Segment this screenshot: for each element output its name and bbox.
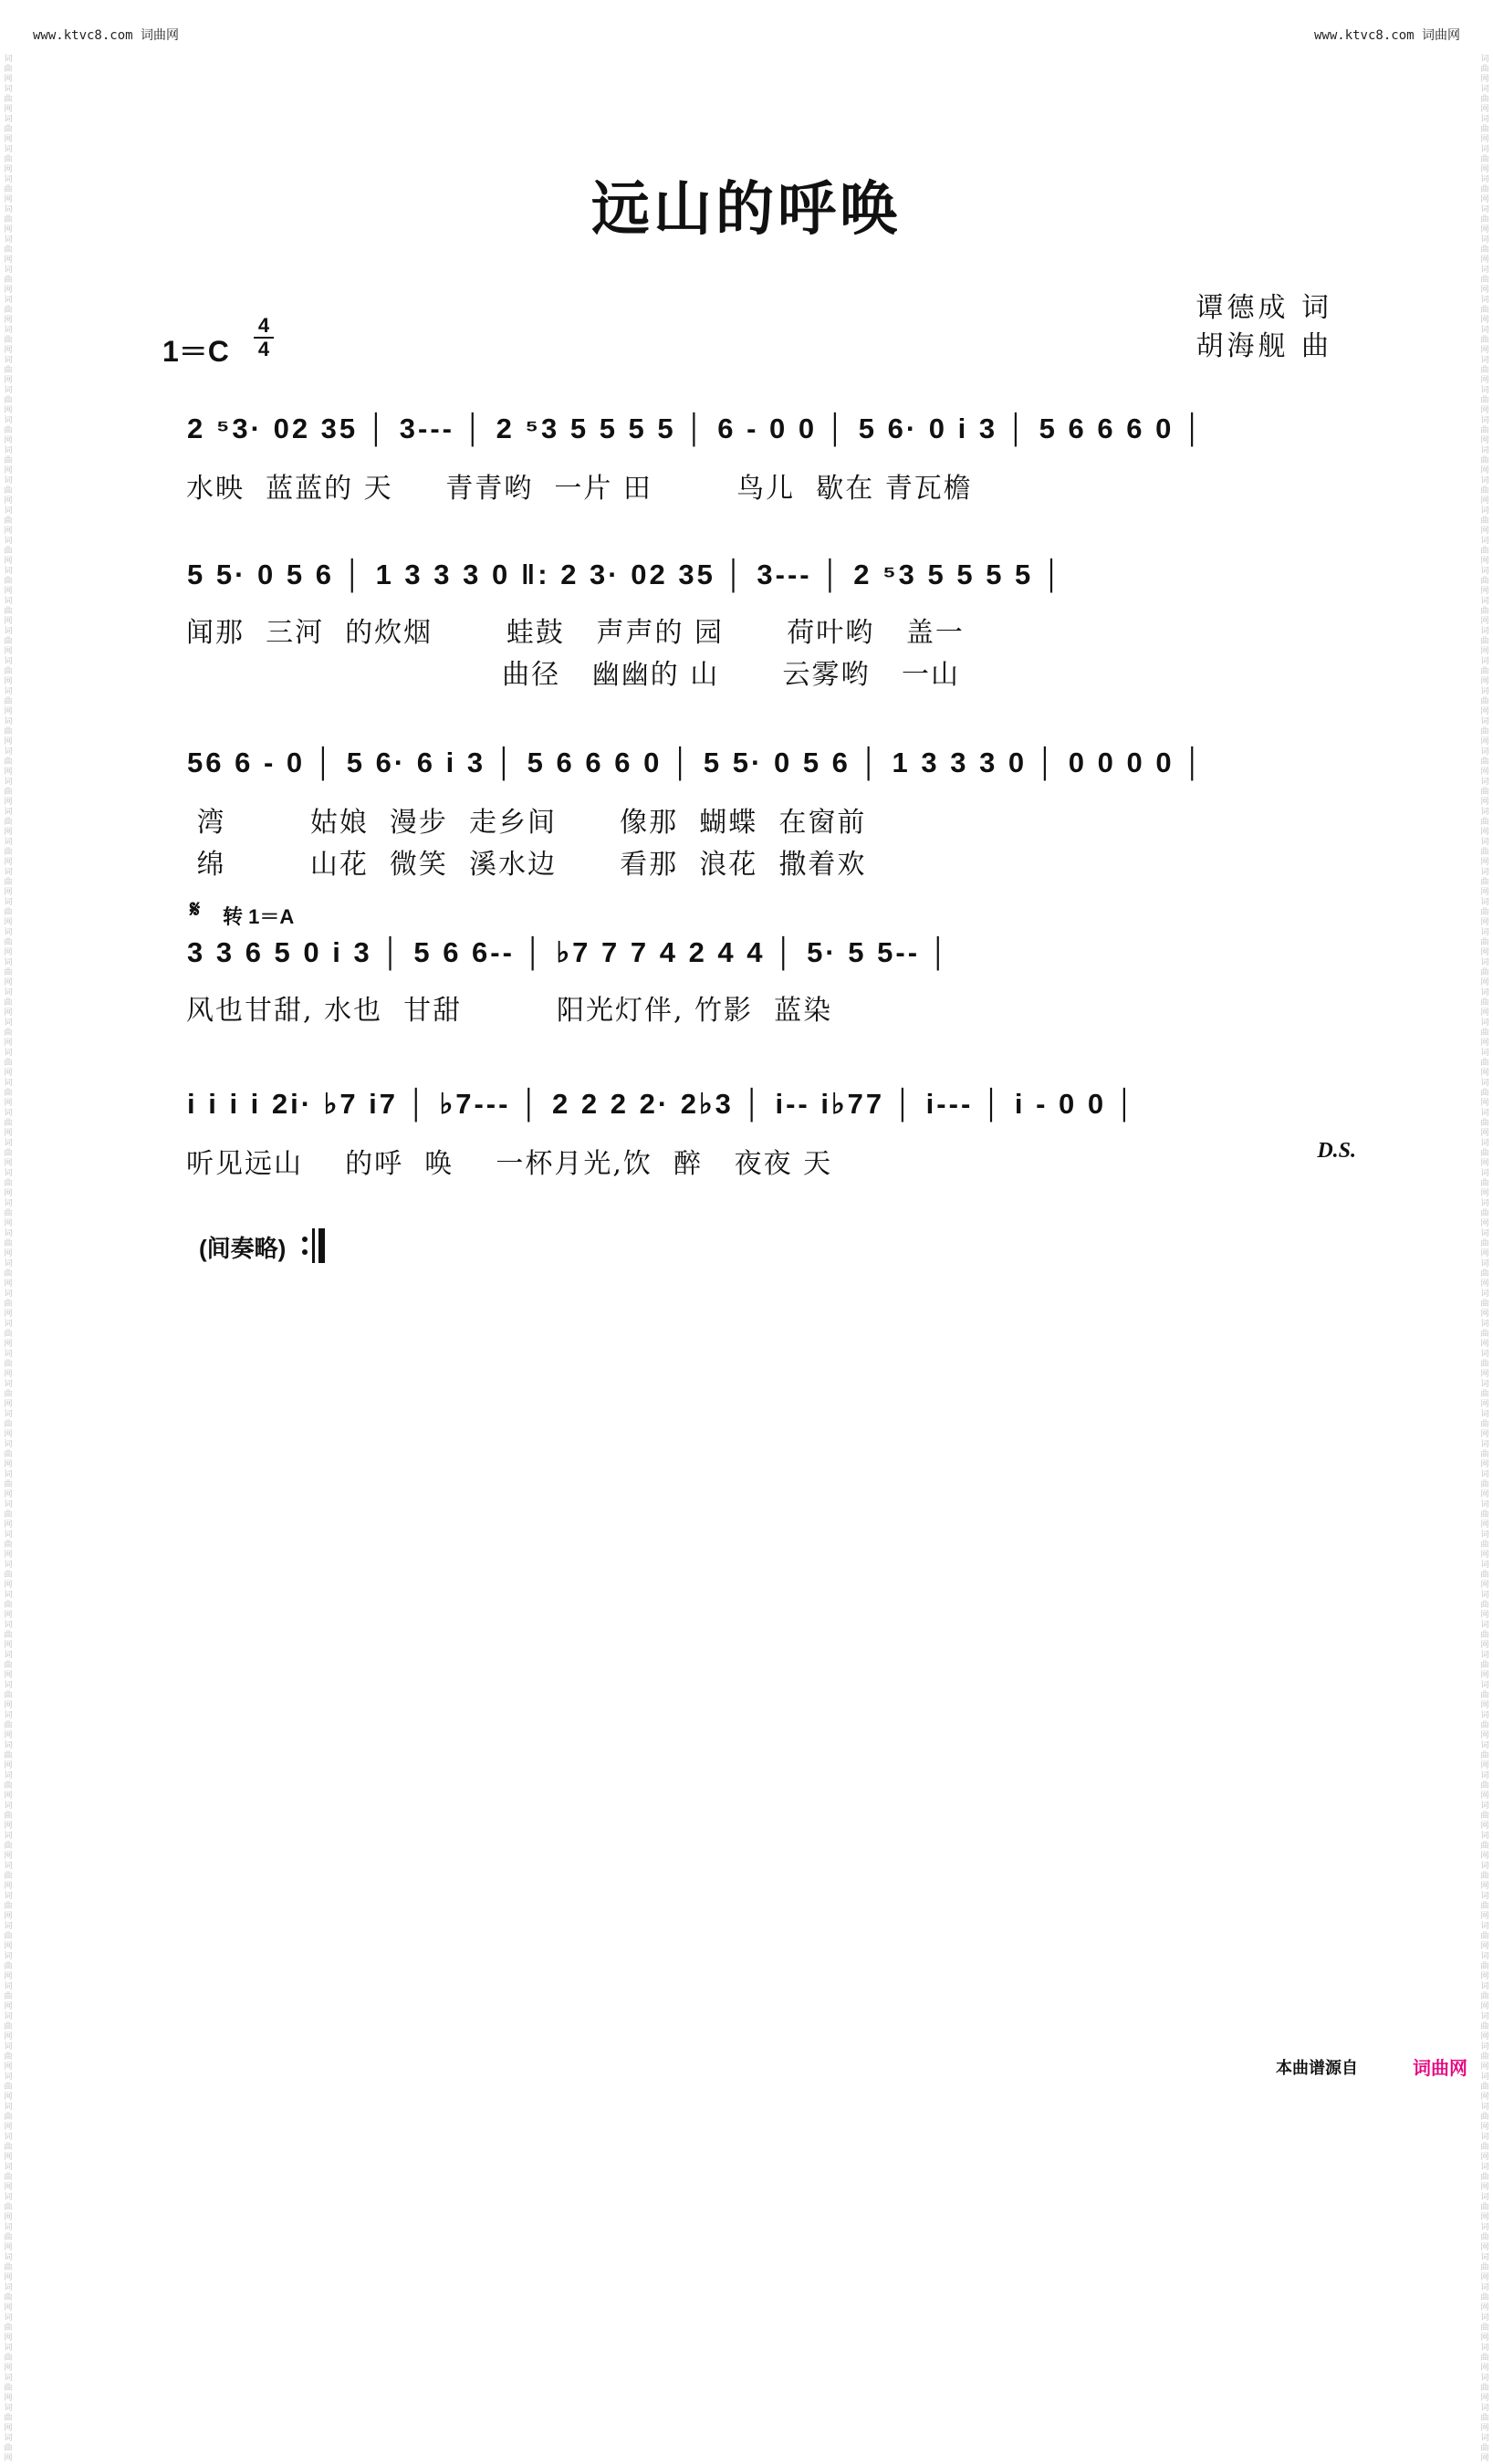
staff-line-5-lyrics: 听见远山 的呼 唤 一杯月光,饮 醉 夜夜 天 (186, 1148, 833, 1180)
footer-site-logo: 词曲网 (1413, 2059, 1467, 2079)
staff-line-5-notes: i i i i 2i· ♭7 i7 │ ♭7‑‑‑ │ 2 2 2 2· 2♭3 │ i‑‑ i♭77 │ i‑‑‑ │ i ‑ 0 0 │ (187, 1088, 1138, 1120)
staff-line-3-lyrics-verse-2: 绵 山花 微笑 溪水边 看那 浪花 撒着欢 (186, 849, 867, 881)
composer-credit: 胡海舰 曲 (1195, 330, 1332, 362)
staff-line-2-lyrics-verse-2: 曲径 幽幽的 山 云雾哟 一山 (186, 659, 961, 691)
segno-mark: 𝄋 (190, 896, 201, 924)
lyricist-credit: 谭德成 词 (1195, 292, 1332, 324)
time-signature-bottom: 4 (257, 338, 270, 360)
staff-line-3-notes: 56 6 ‑ 0 │ 5 6· 6 i 3 │ 5 6 6 6 0 │ 5 5· 0 5 6 │ 1 3 3 3 0 │ 0 0 0 0 │ (187, 747, 1206, 778)
staff-line-3-lyrics-verse-1: 湾 姑娘 漫步 走乡间 像那 蝴蝶 在窗前 (186, 807, 867, 839)
song-title: 远山的呼唤 (591, 175, 902, 244)
time-signature (252, 316, 276, 360)
repeat-end-barline (298, 1227, 334, 1265)
staff-line-4-notes: 3 3 6 5 0 i 3 │ 5 6 6‑‑ │ ♭7 7 7 4 2 4 4 │ 5· 5 5‑‑ │ (187, 936, 952, 968)
key-signature: 1＝C (162, 335, 229, 368)
modulation-mark: 转 1＝A (223, 905, 295, 928)
staff-line-1-lyrics: 水映 蓝蓝的 天 青青哟 一片 田 鸟儿 歇在 青瓦檐 (186, 473, 973, 505)
footer-source-label: 本曲谱源自 (1276, 2059, 1358, 2077)
side-watermark-right: 词曲网词曲网词曲网词曲网词曲网词曲网词曲网词曲网词曲网词曲网词曲网词曲网词曲网词曲网词曲网词曲网词曲网词曲网词曲网词曲网词曲网词曲网词曲网词曲网词曲网词曲网词曲网词曲网词曲网词曲网词曲网词曲网词曲网词曲网词曲网词曲网词曲网词曲网词曲网词曲网词曲网词曲网词曲网词曲网词曲网词曲网词曲网词曲网词曲网词曲网词曲网词曲网词曲网词曲网词曲网词曲网词曲网词曲网词曲网词曲网词曲网词曲网词曲网词曲网词曲网词曲网词曲网词曲网词曲网词曲网词曲网词曲网词曲网词曲网词曲网词曲网词曲网词曲网词曲网词曲网 (1480, 55, 1489, 2463)
staff-line-4-lyrics: 风也甘甜, 水也 甘甜 阳光灯伴, 竹影 蓝染 (186, 995, 833, 1027)
staff-line-1-notes: 2 ⁵3· 02 35 │ 3‑‑‑ │ 2 ⁵3 5 5 5 5 │ 6 ‑ 0 0 │ 5 6· 0 i 3 │ 5 6 6 6 0 │ (187, 412, 1206, 444)
interlude-note: (间奏略) (199, 1235, 287, 1262)
staff-line-2-lyrics-verse-1: 闻那 三河 的炊烟 蛙鼓 声声的 园 荷叶哟 盖一 (186, 617, 965, 649)
dal-segno-mark: D.S. (1317, 1139, 1356, 1163)
header-site-left: www.ktvc8.com 词曲网 (33, 28, 180, 43)
time-signature-top: 4 (257, 314, 270, 337)
header-site-right: www.ktvc8.com 词曲网 (1313, 28, 1460, 43)
staff-line-2-notes: 5 5· 0 5 6 │ 1 3 3 3 0 ‖: 2 3· 02 35 │ 3‑‑‑ │ 2 ⁵3 5 5 5 5 │ (187, 559, 1065, 590)
side-watermark-left: 词曲网词曲网词曲网词曲网词曲网词曲网词曲网词曲网词曲网词曲网词曲网词曲网词曲网词曲网词曲网词曲网词曲网词曲网词曲网词曲网词曲网词曲网词曲网词曲网词曲网词曲网词曲网词曲网词曲网词曲网词曲网词曲网词曲网词曲网词曲网词曲网词曲网词曲网词曲网词曲网词曲网词曲网词曲网词曲网词曲网词曲网词曲网词曲网词曲网词曲网词曲网词曲网词曲网词曲网词曲网词曲网词曲网词曲网词曲网词曲网词曲网词曲网词曲网词曲网词曲网词曲网词曲网词曲网词曲网词曲网词曲网词曲网词曲网词曲网词曲网词曲网词曲网词曲网词曲网词曲网 (4, 55, 13, 2463)
